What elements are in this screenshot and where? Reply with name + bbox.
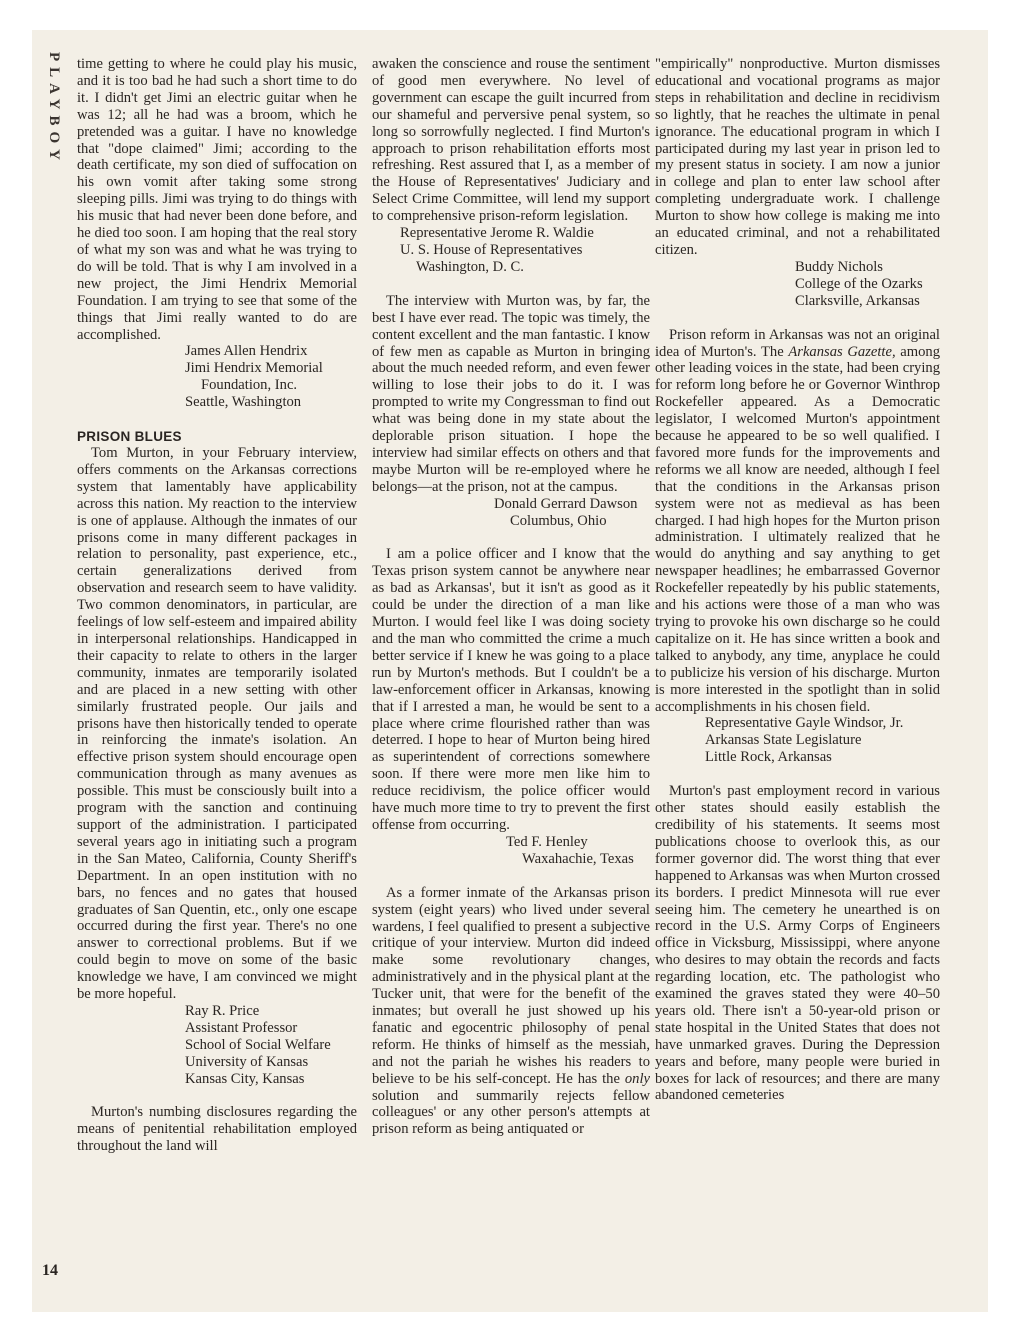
letter-waldie-text: awaken the conscience and rouse the sentiment of good men everywhere. No level of government can escape the guilt incurred from our shameful and perversive penal system, so long so sorrowfully neglected. I find Murton's approach to prison rehabilitation efforts most refreshing. Rest assured that I, as a member of the House of Representatives' Judiciary and Select Crime Committee, will lend my support to comprehensive prison-reform legislation. xyxy=(372,56,650,225)
letter-windsor-text: Prison reform in Arkansas was not an original idea of Murton's. The Arkansas Gazette, among other leading voices in the state, had been crying for reform long before he or Governor Winthrop Rockefeller appeared. As a Democratic legislator, I welcomed Murton's appointment because he appeared to be so well qualified. I favored more funds for the improvements and reforms we all know are needed, although I feel that the conditions in the Arkansas prison system were not as medieval as has been charged. I had high hopes for the Murton prison administration. I ultimately realized that he would do anything and say anything to get newspaper headlines; he embarrassed Governor Rockefeller repeatedly by his public statements, and his actions were those of a man who was trying to provoke his own discharge so he could capitalize on it. He has since written a book and talked to anybody, any time, anyplace he could to publicize his version of his discharge. Murton is more interested in the spotlight than in solid accomplishments in his chosen field. xyxy=(655,326,940,715)
signature-windsor: Representative Gayle Windsor, Jr. Arkansas State Legislature Little Rock, Arkansas xyxy=(705,715,904,766)
section-heading: PRISON BLUES xyxy=(77,429,182,445)
letter-nichols-text: "empirically" nonproductive. Murton dismisses educational and vocational programs as major steps in rehabilitation and decline in recidivism so lightly, that he reaches the ultimate in penal ignorance. The educational program in which I participated during my last year in prison led to my present status in society. I am now a junior in college and plan to enter law school after completing undergraduate work. I challenge Murton to show how college is making me into an educated criminal, and not a rehabilitated citizen. xyxy=(655,56,940,258)
column-3 xyxy=(655,56,940,1104)
letter-price-text: Tom Murton, in your February interview, offers comments on the Arkansas corrections system that lamentably have applicability across this nation. My reaction to the interview is one of applause. Although the inmates of our prisons come in many different packages in relation to personality, past experience, etc., certain generalizations derived from observation and research seem to have validity. Two common denominators, in particular, are feelings of low self-esteem and impaired ability in interpersonal relationships. Handicapped in their capacity to relate to others in the larger community, inmates are temporarily isolated and are placed in a new setting with other similarly frustrated people. Our jails and prisons have then historically tended to operate in reinforcing the inmate's isolation. An effective prison system should encourage open communication through as many avenues as possible. This must be consciously built into a program with the sanction and continuing support of the administration. I participated several years ago in initiating such a program in the San Mateo, California, County Sheriff's Department. In an open institution with no bars, no fences and no gates that housed graduates of San Quentin, etc., only one escape occurred during the first year. There's no one answer to correctional problems. But if we could begin to move on some of the basic knowledge we have, I am convinced we might be more hopeful. xyxy=(77,445,357,1003)
signature-waldie: Representative Jerome R. Waldie U. S. House of Representatives Washington, D. C. xyxy=(400,225,594,275)
letter-hendrix-text: time getting to where he could play his music, and it is too bad he had such a short time to do it. I didn't get Jimi an electric guitar when he was 12; all he had was a broom, which he pretended was a guitar. I have no knowledge that "dope claimed" Jimi; according to the death certificate, my son died of suffocation on his own vomit after taking some strong sleeping pills. Jimi was trying to do things with his music that had never been done before, and he died too soon. I am hoping that the real story of what my son was and what he was trying to do will be told. That is why I am involved in a new project, the Jimi Hendrix Memorial Foundation. I am trying to see that some of the things that Jimi really wanted to do are accomplished. xyxy=(77,56,357,343)
magazine-page: PLAYBOY 14 time getting to where he could play his music, and it is too bad he had such a short time to do it. I didn't get Jimi an electric guitar when he was 12; all he had was a broom, which he pretended was a guitar. I have no knowledge that "dope claimed" Jimi; according to the death certificate, my son died of suffocation on his own vomit after taking some strong sleeping pills. Jimi was trying to do things with his music that had never been done before, and he died too soon. I am hoping that the real story of what my son was and what he was trying to do will be told. That is why I am involved in a new project, the Jimi Hendrix Memorial Foundation. I am trying to see that some of the things that Jimi really wanted to do are accomplished. James Allen Hendrix Jimi Hendrix Memorial Foundation, Inc. Seattle, Washington PRISON BLUES Tom Murton, in your February interview, offers comments on the Arkansas corrections system that lamentably have applicability across this nation. My reaction to the interview is one of applause. Although the inmates of our prisons come in many different packages in relation to personality, past experience, etc., certain generalizations derived from observation and research seem to have validity. Two common denominators, in particular, are feelings of low self-esteem and impaired ability in interpersonal relationships. Handicapped in their capacity to relate to others in the larger community, inmates are temporarily isolated and are placed in a new setting with other similarly frustrated people. Our jails and prisons have then historically tended to operate in reinforcing the inmate's isolation. An effective prison system should encourage open communication through as many avenues as possible. This must be consciously built into a program with the sanction and continuing support of the administration. I participated several years ago in initiating such a program in the San Mateo, California, County Sheriff's Department. In an open institution with no bars, no fences and no gates that housed graduates of San Quentin, etc., only one escape occurred during the first year. There's no one answer to correctional problems. But if we could begin to move on some of the basic knowledge we have, I am convinced we might be more hopeful. Ray R. Price Assistant Professor School of Social Welfare University of Kansas Kansas City, Kansas Murton's numbing disclosures regarding the means of penitential rehabilitation employed throughout the land will awaken the conscience and rouse the sentiment of good men everywhere. No level of government can escape the guilt incurred from our shameful and perversive penal system, so long so sorrowfully neglected. I find Murton's approach to prison rehabilitation efforts most refreshing. Rest assured that I, as a member of the House of Representatives' Judiciary and Select Crime Committee, will lend my support to comprehensive prison-reform legislation. Representative Jerome R. Waldie U. S. House of Representatives Washington, D. C. The interview with Murton was, by far, the best I have ever read. The topic was timely, the content excellent and the man fantastic. I know of few men as capable as Murton in bringing about the much needed reform, and even fewer willing to lose their jobs to do it. I was prompted to write my Congressman to find out what was being done in my state about the deplorable prison situation. I hope the interview had similar effects on others and that maybe Murton will be re-employed where he belongs—at the prison, not at the campus. Donald Gerrard Dawson Columbus, Ohio I am a police officer and I know that the Texas prison system cannot be anywhere near as bad as Arkansas', but it isn't as good as it could be under the direction of a man like Murton. I would feel like I was doing society and the man who committed the crime a much better service if I knew he was going to a place run by Murton's methods. But I couldn't be a law-enforcement officer in Arkansas, knowing that if I arrested a man, he would be sent to a place where crime flourished rather than was deterred. I hope to hear of Murton being hired as superintendent of corrections somewhere soon. If there were more men like him to reduce recidivism, the police officer would have much more time to try to prevent the first offense from occurring. Ted F. Henley Waxahachie, Texas As a former inmate of the Arkansas prison system (eight years) who lived under several wardens, I feel qualified to present a subjective critique of your interview. Murton did indeed make some revolutionary changes, administratively and in the physical plant at the Tucker unit, that were for the benefit of the inmates; but overall he just showed up his fanatic and egocentric philosophy of penal reform. He thinks of himself as the messiah, and not the pariah he wishes his readers to believe to be his self-concept. He has the only solution and summarily rejects fellow colleagues' or any other person's attempts at prison reform as being antiquated or "empirically" nonproductive. Murton dismisses educational and vocational programs as major steps in rehabilitation and decline in recidivism so lightly, that he reaches the ultimate in penal ignorance. The educational program in which I participated during my last year in prison led to my present status in society. I am now a junior in college and plan to enter law school after completing undergraduate work. I challenge Murton to show how college is making me into an educated criminal, and not a rehabilitated citizen. Buddy Nichols College of the Ozarks Clarksville, Arkansas Prison reform in Arkansas was not an original idea of Murton's. The Arkansas Gazette, among other leading voices in the state, had been crying for reform long before he or Governor Winthrop Rockefeller appeared. As a Democratic legislator, I welcomed Murton's appointment because he appeared to be so well qualified. I favored more funds for the improvements and reforms we all know are needed, although I feel that the conditions in the Arkansas prison system were not as medieval as has been charged. I had high hopes for the Murton prison administration. I ultimately realized that he would do anything and say anything to get newspaper headlines; he embarrassed Governor Rockefeller repeatedly by his public statements, and his actions were those of a man who was trying to provoke his own discharge so he could capitalize on it. He has since written a book and talked to anybody, any time, anyplace he could to publicize his version of his discharge. Murton is more interested in the spotlight than in solid accomplishments in his chosen field. Representative Gayle Windsor, Jr. Arkansas State Legislature Little Rock, Arkansas Murton's past employment record in various other states should easily establish the credibility of his statements. It seems most publications choose to overlook this, as our former governor did. The worst thing that ever happened to Arkansas was when Murton crossed its borders. I predict Minnesota will rue ever seeing him. The cemetery he unearthed is on record in the U.S. Army Corps of Engineers office in Vicksburg, Mississippi, where anyone who desires to may obtain the records and facts regarding location, etc. The pathologist who examined the graves stated they were 40–50 years old. There isn't a 50-year-old prison or state hospital in the United States that does not have unmarked graves. During the Depression years and before, many people were buried in boxes for lack of resources; and there are many abandoned cemeteries xyxy=(32,30,988,1312)
letter-henley-text: I am a police officer and I know that the Texas prison system cannot be anywhere near as bad as Arkansas', but it isn't as good as it could be under the direction of a man like Murton. I would feel like I was doing society and the man who committed the crime a much better service if I knew he was going to a place run by Murton's methods. But I couldn't be a law-enforcement officer in Arkansas, knowing that if I arrested a man, he would be sent to a place where crime flourished rather than was deterred. I hope to hear of Murton being hired as superintendent of corrections somewhere soon. If there were more men like him to reduce recidivism, the police officer would have much more time to try to prevent the first offense from occurring. xyxy=(372,546,650,833)
letter-former-inmate-text: As a former inmate of the Arkansas prison system (eight years) who lived under several wardens, I feel qualified to present a subjective critique of your interview. Murton did indeed make some revolutionary changes, administratively and in the physical plant at the Tucker unit, that were for the benefit of the inmates; but overall he just showed up his fanatic and egocentric philosophy of penal reform. He thinks of himself as the messiah, and not the pariah he wishes his readers to believe to be his self-concept. He has the only solution and summarily rejects fellow colleagues' or any other person's attempts at prison reform as being antiquated or xyxy=(372,884,650,1138)
signature-dawson: Donald Gerrard Dawson Columbus, Ohio xyxy=(494,495,638,529)
signature-hendrix: James Allen Hendrix Jimi Hendrix Memorial Foundation, Inc. Seattle, Washington xyxy=(185,343,323,411)
column-2 xyxy=(372,56,650,1138)
page-number: 14 xyxy=(42,1262,58,1279)
signature-nichols: Buddy Nichols College of the Ozarks Clarksville, Arkansas xyxy=(795,258,923,309)
letter-waldie-text-start: Murton's numbing disclosures regarding the means of penitential rehabilitation employed throughout the land will xyxy=(77,1104,357,1155)
letter-unsigned-text: Murton's past employment record in various other states should easily establish the credibility of his statements. It seems most publications choose to overlook this, as our former governor did. The worst thing that ever happened to Arkansas was when Murton crossed its borders. I predict Minnesota will rue ever seeing him. The cemetery he unearthed is on record in the U.S. Army Corps of Engineers office in Vicksburg, Mississippi, where anyone who desires to may obtain the records and facts regarding location, etc. The pathologist who examined the graves stated they were 40–50 years old. There isn't a 50-year-old prison or state hospital in the United States that does not have unmarked graves. During the Depression years and before, many people were buried in boxes for lack of resources; and there are many abandoned cemeteries xyxy=(655,783,940,1104)
signature-henley: Ted F. Henley Waxahachie, Texas xyxy=(506,833,634,867)
letter-dawson-text: The interview with Murton was, by far, the best I have ever read. The topic was timely, the content excellent and the man fantastic. I know of few men as capable as Murton in bringing about the much needed reform, and even fewer willing to lose their jobs to do it. I was prompted to write my Congressman to find out what was being done in my state about the deplorable prison situation. I hope the interview had similar effects on others and that maybe Murton will be re-employed where he belongs—at the prison, not at the campus. xyxy=(372,292,650,495)
signature-price: Ray R. Price Assistant Professor School of Social Welfare University of Kansas Kansas City, Kansas xyxy=(185,1002,331,1087)
column-1 xyxy=(77,56,357,1155)
